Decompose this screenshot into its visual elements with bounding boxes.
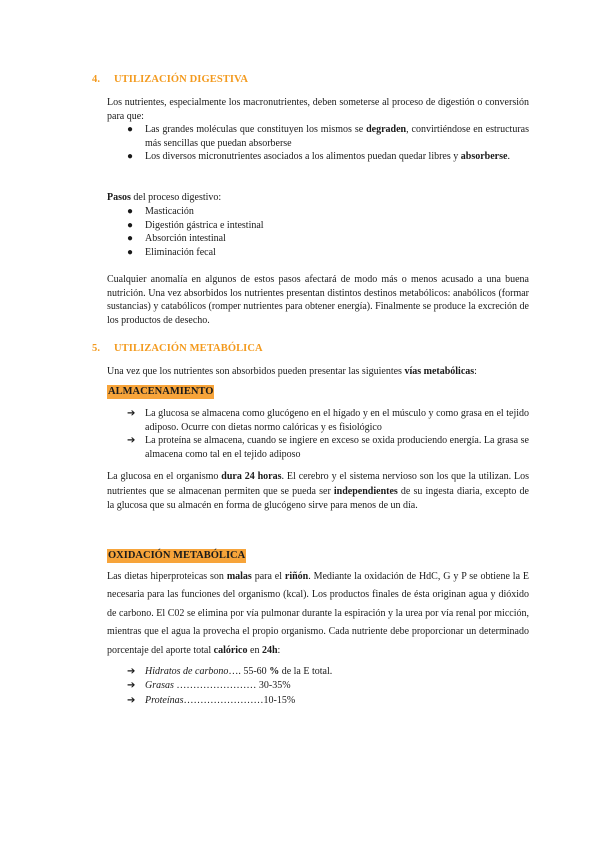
digestion-purpose-list: [127, 123, 529, 164]
section-4-title: UTILIZACIÓN DIGESTIVA: [114, 74, 249, 85]
arrow-right-icon: ➔: [127, 680, 136, 692]
list-item: ➔ La proteína se almacena, cuando se ingiere en exceso se oxida produciendo energía. La grasa se almacena como tal en el tejido adiposo: [127, 435, 529, 460]
section-5-number: 5.: [92, 343, 101, 354]
list-item: ➔ Proteínas……………………10-15%: [127, 694, 529, 708]
list-item: ● Eliminación fecal: [127, 246, 216, 258]
bullet-dot-icon: ●: [127, 219, 134, 231]
list-item: ● Digestión gástrica e intestinal: [127, 219, 264, 231]
section-4-heading: [92, 74, 248, 85]
list-item: ➔ Hidratos de carbono…. 55-60 % de la E total.: [127, 665, 529, 679]
list-item: ➔ Grasas …………………… 30-35%: [127, 679, 529, 693]
bullet-dot-icon: ●: [127, 246, 134, 258]
section-4-intro: Los nutrientes, especialmente los macronutrientes, deben someterse al proceso de digestión o conversión para que:: [107, 97, 529, 122]
section-5-heading: [92, 343, 263, 354]
bullet-dot-icon: ●: [127, 151, 134, 163]
list-item: ● Los diversos micronutrientes asociados a los alimentos puedan quedar libres y absorberse.: [127, 151, 510, 163]
bullet-dot-icon: ●: [127, 124, 134, 135]
storage-list: [127, 407, 529, 461]
arrow-right-icon: ➔: [127, 435, 136, 447]
list-item: ● Masticación: [127, 206, 194, 217]
oxidation-label: OXIDACIÓN METABÓLICA: [108, 550, 246, 561]
arrow-right-icon: ➔: [127, 408, 136, 419]
arrow-right-icon: ➔: [127, 694, 136, 706]
storage-paragraph: La glucosa en el organismo dura 24 horas. El cerebro y el sistema nervioso son los que la utilizan. Los nutrientes que se almacenan permiten que se pueda ser independientes de su ingesta diaria, excepto de la glucosa que su almacén en forma de glucógeno sirve para menos de un día.: [107, 471, 529, 512]
list-item: ● Las grandes moléculas que constituyen los mismos se degraden, convirtiéndose en estructuras más sencillas que puedan absorberse: [127, 124, 529, 149]
arrow-right-icon: ➔: [127, 666, 136, 677]
section-4-closing: Cualquier anomalía en algunos de estos pasos afectará de modo más o menos acusado a una buena nutrición. Una vez absorbidos los nutrientes presentan distintos destinos metabólicos: anabólicos (formar sustancias) y catabólicos (romper nutrientes para obtener energía). Finalmente se produce la excreción de los productos de desecho.: [107, 274, 529, 326]
section-5-title: UTILIZACIÓN METABÓLICA: [114, 343, 263, 354]
digestion-steps-list: [127, 205, 529, 259]
list-item: ➔ La glucosa se almacena como glucógeno en el hígado y en el músculo y como grasa en el tejido adiposo. Ocurre con dietas normo calóricas y es fisiológico: [127, 408, 529, 433]
steps-intro: Pasos del proceso digestivo:: [107, 192, 222, 203]
list-item: ● Absorción intestinal: [127, 233, 226, 245]
section-4-number: 4.: [92, 74, 101, 85]
calorie-distribution-list: [127, 665, 529, 708]
oxidation-paragraph: Las dietas hiperproteicas son malas para el riñón. Mediante la oxidación de HdC, G y P se obtiene la E necesaria para las funciones del organismo (kcal). Los productos finales de ésta originan agua y dióxido de carbono. El C02 se elimina por vía pulmonar durante la espiración y la urea por vía renal por micción, mientras que el agua la provecha el propio organismo. Cada nutriente debe proporcionar un determinado porcentaje del aporte total calórico en 24h:: [107, 571, 529, 656]
bullet-dot-icon: ●: [127, 233, 134, 245]
storage-label: ALMACENAMIENTO: [108, 386, 214, 397]
section-5-intro: Una vez que los nutrientes son absorbidos pueden presentar las siguientes vías metabólicas:: [107, 366, 477, 377]
bullet-dot-icon: ●: [127, 206, 134, 217]
